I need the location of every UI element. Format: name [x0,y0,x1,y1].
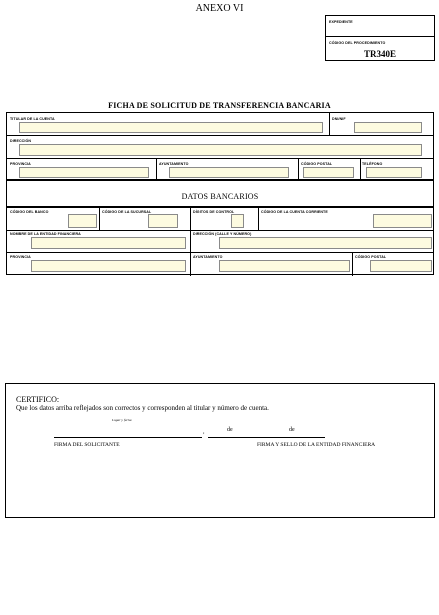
codigo-cuenta-field[interactable] [373,214,432,228]
row-divider [7,206,433,208]
date-line[interactable] [208,437,325,438]
col-divider [190,230,191,252]
certify-title: CERTIFICO: [16,395,60,404]
codigo-banco-label: CÓDIGO DEL BANCO [10,210,49,214]
codigo-sucursal-label: CÓDIGO DE LA SUCURSAL [102,210,152,214]
codigo-postal-label: CÓDIGO POSTAL [301,162,333,166]
direccion-calle-field[interactable] [219,237,432,249]
codigo-cuenta-label: CÓDIGO DE LA CUENTA CORRIENTE [261,210,328,214]
procedure-code-value: TR340E [363,49,396,59]
direccion-field[interactable] [19,144,422,156]
codigo-postal2-label: CÓDIGO POSTAL [355,255,387,259]
entidad-label: NOMBRE DE LA ENTIDAD FINANCIERA [10,232,81,236]
col-divider [258,206,259,230]
annex-title: ANEXO VI [195,3,244,14]
digitos-control-label: DÍGITOS DE CONTROL [193,210,235,214]
direccion-calle-label: DIRECCIÓN (CALLE Y NÚMERO) [193,232,252,236]
codigo-postal-field[interactable] [303,167,354,178]
place-line[interactable] [54,437,202,438]
procedure-box [325,15,435,61]
form-title: FICHA DE SOLICITUD DE TRANSFERENCIA BANCARIA [108,101,331,110]
de-separator-2: de [289,427,295,433]
provincia2-label: PROVINCIA [10,255,31,259]
provincia-field[interactable] [19,167,149,178]
firma-solicitante-label: FIRMA DEL SOLICITANTE [54,442,120,448]
transfer-form [6,112,434,275]
ayuntamiento-field[interactable] [169,167,289,178]
col-divider [190,206,191,230]
telefono-field[interactable] [366,167,422,178]
col-divider [190,252,191,276]
row-divider [7,252,433,253]
certify-statement: Que los datos arriba reflejados son correctos y corresponden al titular y número de cuenta. [16,404,269,412]
row-divider [7,135,433,136]
col-divider [329,113,330,135]
datos-bancarios-title: DATOS BANCARIOS [181,192,259,201]
procedure-code-label: CÓDIGO DEL PROCEDIMIENTO [329,41,386,45]
provincia-label: PROVINCIA [10,162,31,166]
row-divider [7,158,433,159]
expediente-cell[interactable] [326,16,434,37]
dni-label: DNI/NIF [332,117,346,121]
row-divider [7,230,433,231]
entidad-field[interactable] [31,237,186,249]
col-divider [156,158,157,179]
codigo-postal2-field[interactable] [370,260,432,272]
col-divider [352,252,353,276]
row-divider [7,179,433,181]
comma-separator: , [203,429,205,435]
place-date-hint: Lugar y fecha [112,418,132,422]
ayuntamiento2-field[interactable] [219,260,350,272]
firma-entidad-label: FIRMA Y SELLO DE LA ENTIDAD FINANCIERA [257,442,376,448]
expediente-label: EXPEDIENTE [329,20,353,24]
telefono-label: TELÉFONO [362,162,383,166]
titular-label: TITULAR DE LA CUENTA [10,117,55,121]
digitos-control-field[interactable] [231,214,244,228]
certify-section [5,383,435,518]
col-divider [298,158,299,179]
direccion-label: DIRECCIÓN [10,139,32,143]
col-divider [99,206,100,230]
de-separator-1: de [227,427,233,433]
codigo-sucursal-field[interactable] [148,214,178,228]
ayuntamiento-label: AYUNTAMIENTO [159,162,189,166]
dni-field[interactable] [354,122,422,133]
col-divider [360,158,361,179]
codigo-banco-field[interactable] [68,214,97,228]
ayuntamiento2-label: AYUNTAMIENTO [193,255,223,259]
titular-field[interactable] [19,122,323,133]
provincia2-field[interactable] [31,260,186,272]
